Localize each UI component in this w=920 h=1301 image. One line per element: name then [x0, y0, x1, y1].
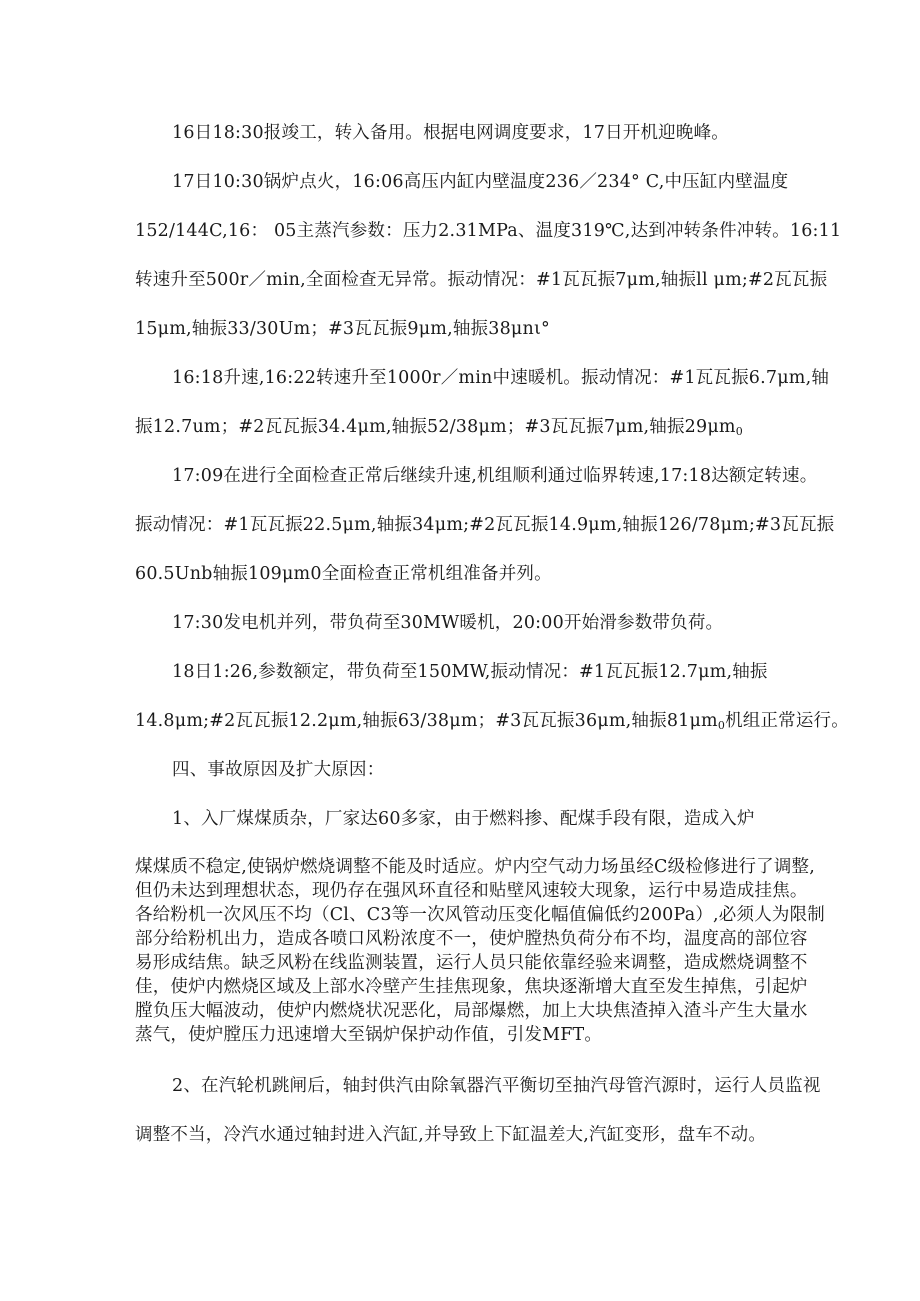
paragraph-line-13: [135, 710, 849, 732]
paragraph-line-13-text: 14.8μm;#2瓦瓦振12.2μm,轴振63/38μm；#3瓦瓦振36μm,轴振81μm: [135, 711, 718, 731]
dense-line-8: 蒸气，使炉膛压力迅速增大至锅炉保护动作值，引发MFT。: [135, 1025, 603, 1045]
paragraph-line-7-text: 振12.7um；#2瓦瓦振34.4μm,轴振52/38μm；#3瓦瓦振7μm,轴振29μm: [135, 417, 736, 437]
paragraph-line-10: 60.5Unb轴振109μm0全面检查正常机组准备并列。: [135, 564, 552, 584]
paragraph-line-5: 15μm,轴振33/30Um；#3瓦瓦振9μm,轴振38μnι°: [135, 319, 550, 339]
dense-line-2: 但仍未达到理想状态，现仍存在强风环直径和贴壁风速较大现象，运行中易造成挂焦。: [135, 881, 808, 901]
section-heading: 四、事故原因及扩大原因：: [172, 760, 385, 780]
paragraph-line-6: 16:18升速,16:22转速升至1000r／min中速暖机。振动情况：#1瓦瓦振6.7μm,轴: [172, 368, 830, 388]
paragraph-line-15: 1、入厂煤煤质杂，厂家达60多家，由于燃料掺、配煤手段有限，造成入炉: [172, 809, 755, 829]
dense-line-5: 易形成结焦。缺乏风粉在线监测装置，运行人员只能依靠经验来调整，造成燃烧调整不: [135, 953, 808, 973]
paragraph-line-4: 转速升至500r／min,全面检查无异常。振动情况：#1瓦瓦振7μm,轴振ll μm;#2瓦瓦振: [135, 270, 828, 290]
paragraph-line-3: 152/144C,16： 05主蒸汽参数：压力2.31MPa、温度319℃,达到冲转条件冲转。16:11: [135, 221, 842, 241]
dense-line-4: 部分给粉机出力，造成各喷口风粉浓度不一，使炉膛热负荷分布不均，温度高的部位容: [135, 929, 808, 949]
subscript-mark-2: 0: [717, 719, 726, 732]
paragraph-line-9: 振动情况：#1瓦瓦振22.5μm,轴振34μm;#2瓦瓦振14.9μm,轴振126/78μm;#3瓦瓦振: [135, 515, 835, 535]
dense-line-7: 膛负压大幅波动，使炉内燃烧状况恶化，局部爆燃，加上大块焦渣掉入渣斗产生大量水: [135, 1001, 808, 1021]
paragraph-line-13-tail: 机组正常运行。: [725, 711, 849, 731]
paragraph-line-24: 2、在汽轮机跳闸后，轴封供汽由除氧器汽平衡切至抽汽母管汽源时，运行人员监视: [172, 1076, 821, 1096]
paragraph-line-1: 16日18:30报竣工，转入备用。根据电网调度要求，17日开机迎晚峰。: [172, 123, 729, 143]
paragraph-line-2: 17日10:30锅炉点火，16:06高压内缸内壁温度236／234° C,中压缸内壁温度: [172, 172, 789, 192]
dense-line-3: 各给粉机一次风压不均（Cl、C3等一次风管动压变化幅值偏低约200Pa）,必须人为限制: [135, 905, 825, 925]
paragraph-line-25: 调整不当，冷汽水通过轴封进入汽缸,并导致上下缸温差大,汽缸变形，盘车不动。: [135, 1125, 767, 1145]
dense-line-6: 佳，使炉内燃烧区域及上部水冷壁产生挂焦现象，焦块逐渐增大直至发生掉焦，引起炉: [135, 977, 808, 997]
dense-line-1: 煤煤质不稳定,使锅炉燃烧调整不能及时适应。炉内空气动力场虽经C级检修进行了调整,: [135, 857, 816, 877]
paragraph-line-8: 17:09在进行全面检查正常后继续升速,机组顺利通过临界转速,17:18达额定转速。: [172, 466, 818, 486]
paragraph-line-11: 17:30发电机并列，带负荷至30MW暖机，20:00开始滑参数带负荷。: [172, 613, 724, 633]
subscript-mark: 0: [735, 425, 743, 438]
paragraph-line-7: [135, 416, 743, 438]
paragraph-line-12: 18日1:26,参数额定，带负荷至150MW,振动情况：#1瓦瓦振12.7μm,轴振: [172, 662, 768, 682]
